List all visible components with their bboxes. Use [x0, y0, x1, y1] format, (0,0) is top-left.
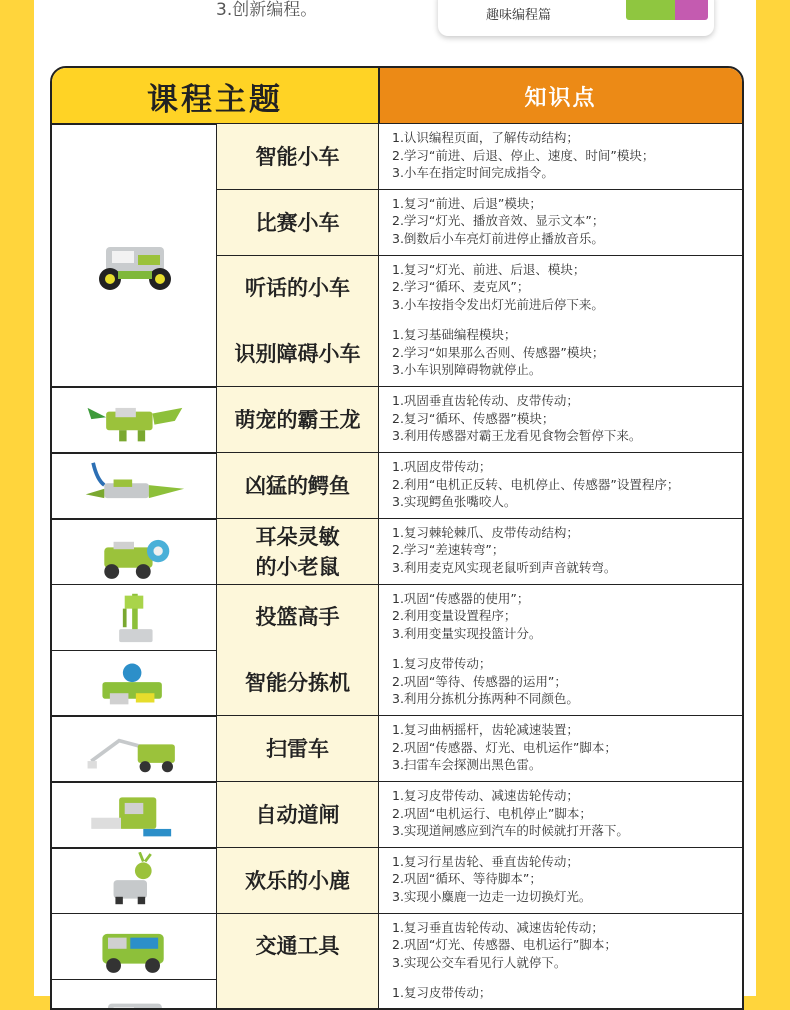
knowledge-cell — [379, 321, 742, 387]
course-name: 萌宠的霸王龙 — [234, 408, 361, 433]
knowledge-point: 2.利用“电机正反转、电机停止、传感器”设置程序； — [392, 476, 680, 492]
knowledge-point: 2.学习“前进、后退、停止、速度、时间”模块； — [392, 147, 655, 163]
course-name-cell — [217, 190, 378, 256]
course-name: 识别障碍小车 — [234, 342, 361, 367]
course-name: 凶猛的鳄鱼 — [245, 473, 350, 498]
knowledge-point: 1.复习皮带传动、减速齿轮传动； — [392, 788, 579, 803]
course-name: 投篮高手 — [255, 605, 340, 630]
header-theme-cell — [52, 68, 379, 124]
robot-picture-cell — [52, 914, 216, 980]
course-name-cell — [217, 124, 378, 190]
knowledge-cell — [379, 979, 742, 1010]
knowledge-point: 2.复习“循环、传感器”模块； — [392, 410, 555, 426]
robot-picture-cell — [52, 387, 216, 453]
course-name-cell — [217, 519, 378, 585]
course-name-cell — [217, 716, 378, 782]
robot-car-icon — [82, 983, 186, 1010]
knowledge-cell — [379, 387, 742, 453]
course-name-cell — [217, 585, 378, 651]
knowledge-point: 3.扫雷车会探测出黑色雷。 — [392, 757, 542, 773]
knowledge-point: 1.巩固“传感器的使用”； — [392, 590, 530, 606]
robot-picture-cell — [52, 585, 216, 651]
knowledge-point: 1.巩固垂直齿轮传动、皮带传动； — [392, 393, 579, 409]
knowledge-cell — [379, 519, 742, 585]
knowledge-cell — [379, 124, 742, 190]
robot-deer-icon — [82, 852, 186, 910]
course-name-cell — [217, 650, 378, 716]
course-name-cell — [217, 914, 378, 980]
robot-dino-icon — [82, 391, 186, 449]
course-name: 自动道闸 — [255, 802, 340, 827]
knowledge-point: 2.学习“循环、麦克风”； — [392, 279, 530, 295]
knowledge-point: 3.利用麦克风实现老鼠听到声音就转弯。 — [392, 559, 617, 575]
knowledge-cell — [379, 716, 742, 782]
knowledge-point: 1.复习棘轮棘爪、皮带传动结构； — [392, 524, 579, 540]
robot-bus-icon — [82, 917, 186, 975]
course-name: 交通工具 — [255, 934, 340, 959]
book-cover-icon — [626, 0, 708, 20]
page-panel — [34, 0, 756, 1001]
header-knowledge: 知识点 — [524, 85, 597, 111]
knowledge-point: 1.复习皮带传动； — [392, 985, 492, 1001]
knowledge-cell — [379, 585, 742, 651]
robot-picture-cell — [52, 519, 216, 585]
knowledge-point: 2.学习“如果那么否则、传感器”模块； — [392, 344, 605, 360]
knowledge-point: 2.巩固“等待、传感器的运用”； — [392, 673, 567, 689]
knowledge-point: 1.复习“前进、后退”模块； — [392, 195, 542, 211]
course-name-cell — [217, 321, 378, 387]
knowledge-cell — [379, 914, 742, 980]
course-name-cell — [217, 979, 378, 1010]
knowledge-point: 2.巩固“灯光、传感器、电机运行”脚本； — [392, 937, 617, 953]
knowledge-point: 3.实现公交车看见行人就停下。 — [392, 954, 567, 970]
knowledge-point: 2.巩固“电机运行、电机停止”脚本； — [392, 805, 592, 821]
knowledge-point: 1.复习曲柄摇杆，齿轮减速装置； — [392, 722, 579, 738]
intro-line: 3.创新编程。 — [216, 0, 318, 20]
knowledge-point: 1.复习垂直齿轮传动、减速齿轮传动； — [392, 919, 604, 935]
knowledge-cell — [379, 256, 742, 322]
header-theme: 课程主题 — [147, 81, 283, 118]
course-name: 欢乐的小鹿 — [245, 868, 350, 893]
robot-picture-cell — [52, 979, 216, 1010]
knowledge-cell — [379, 453, 742, 519]
knowledge-point: 3.实现小麋鹿一边走一边切换灯光。 — [392, 888, 592, 904]
knowledge-point: 3.倒数后小车亮灯前进停止播放音乐。 — [392, 230, 604, 246]
robot-sorter-icon — [82, 654, 186, 712]
knowledge-point: 2.学习“差速转弯”； — [392, 542, 505, 558]
knowledge-point: 3.利用分拣机分拣两种不同颜色。 — [392, 691, 579, 707]
knowledge-point: 2.利用变量设置程序； — [392, 608, 517, 624]
book-card — [438, 0, 714, 36]
course-name-cell — [217, 453, 378, 519]
knowledge-point: 3.实现鳄鱼张嘴咬人。 — [392, 494, 517, 509]
robot-car-icon — [78, 219, 190, 293]
course-name: 智能小车 — [255, 144, 340, 169]
robot-sweeper-icon — [82, 720, 186, 778]
course-name-cell — [217, 387, 378, 453]
robot-gate-icon — [82, 786, 186, 844]
knowledge-point: 3.实现道闸感应到汽车的时候就打开落下。 — [392, 823, 629, 838]
course-name: 听话的小车 — [245, 276, 350, 301]
course-table — [50, 66, 744, 1010]
course-name: 智能分拣机 — [245, 671, 350, 696]
knowledge-point: 1.复习行星齿轮、垂直齿轮传动； — [392, 853, 579, 869]
knowledge-point: 2.巩固“传感器、灯光、电机运作”脚本； — [392, 739, 617, 755]
knowledge-point: 3.利用传感器对霸王龙看见食物会暂停下来。 — [392, 428, 642, 444]
course-name-cell — [217, 848, 378, 914]
knowledge-point: 3.小车在指定时间完成指令。 — [392, 165, 554, 180]
book-caption: 趣味编程篇 — [486, 8, 552, 23]
robot-picture-cell — [52, 716, 216, 782]
robot-mouse-icon — [82, 523, 186, 581]
knowledge-cell — [379, 650, 742, 716]
knowledge-cell — [379, 782, 742, 848]
knowledge-point: 1.复习皮带传动； — [392, 656, 492, 672]
knowledge-point: 1.巩固皮带传动； — [392, 459, 492, 474]
robot-picture-cell — [52, 650, 216, 716]
knowledge-point: 1.复习基础编程模块； — [392, 327, 517, 343]
robot-croc-icon — [82, 457, 186, 515]
knowledge-cell — [379, 848, 742, 914]
robot-hoop-icon — [82, 588, 186, 646]
course-name-cell — [217, 782, 378, 848]
knowledge-point: 3.小车识别障碍物就停止。 — [392, 362, 542, 378]
knowledge-point: 1.复习“灯光、前进、后退、模块； — [392, 261, 586, 277]
course-name: 扫雷车 — [266, 737, 329, 762]
course-name: 耳朵灵敏 的小老鼠 — [255, 524, 340, 579]
knowledge-point: 3.利用变量实现投篮计分。 — [392, 625, 542, 641]
course-name-cell — [217, 256, 378, 322]
course-name: 比赛小车 — [255, 210, 340, 235]
knowledge-point: 2.巩固“循环、等待脚本”； — [392, 871, 542, 887]
robot-picture-cell — [52, 782, 216, 848]
knowledge-cell — [379, 190, 742, 256]
robot-picture-cell — [52, 453, 216, 519]
knowledge-point: 1.认识编程页面，了解传动结构； — [392, 130, 579, 145]
header-knowledge-cell — [379, 68, 742, 124]
knowledge-point: 2.学习“灯光、播放音效、显示文本”； — [392, 213, 605, 229]
knowledge-point: 3.小车按指令发出灯光前进后停下来。 — [392, 296, 604, 312]
robot-picture-cell — [52, 848, 216, 914]
robot-picture-cell — [52, 124, 216, 387]
